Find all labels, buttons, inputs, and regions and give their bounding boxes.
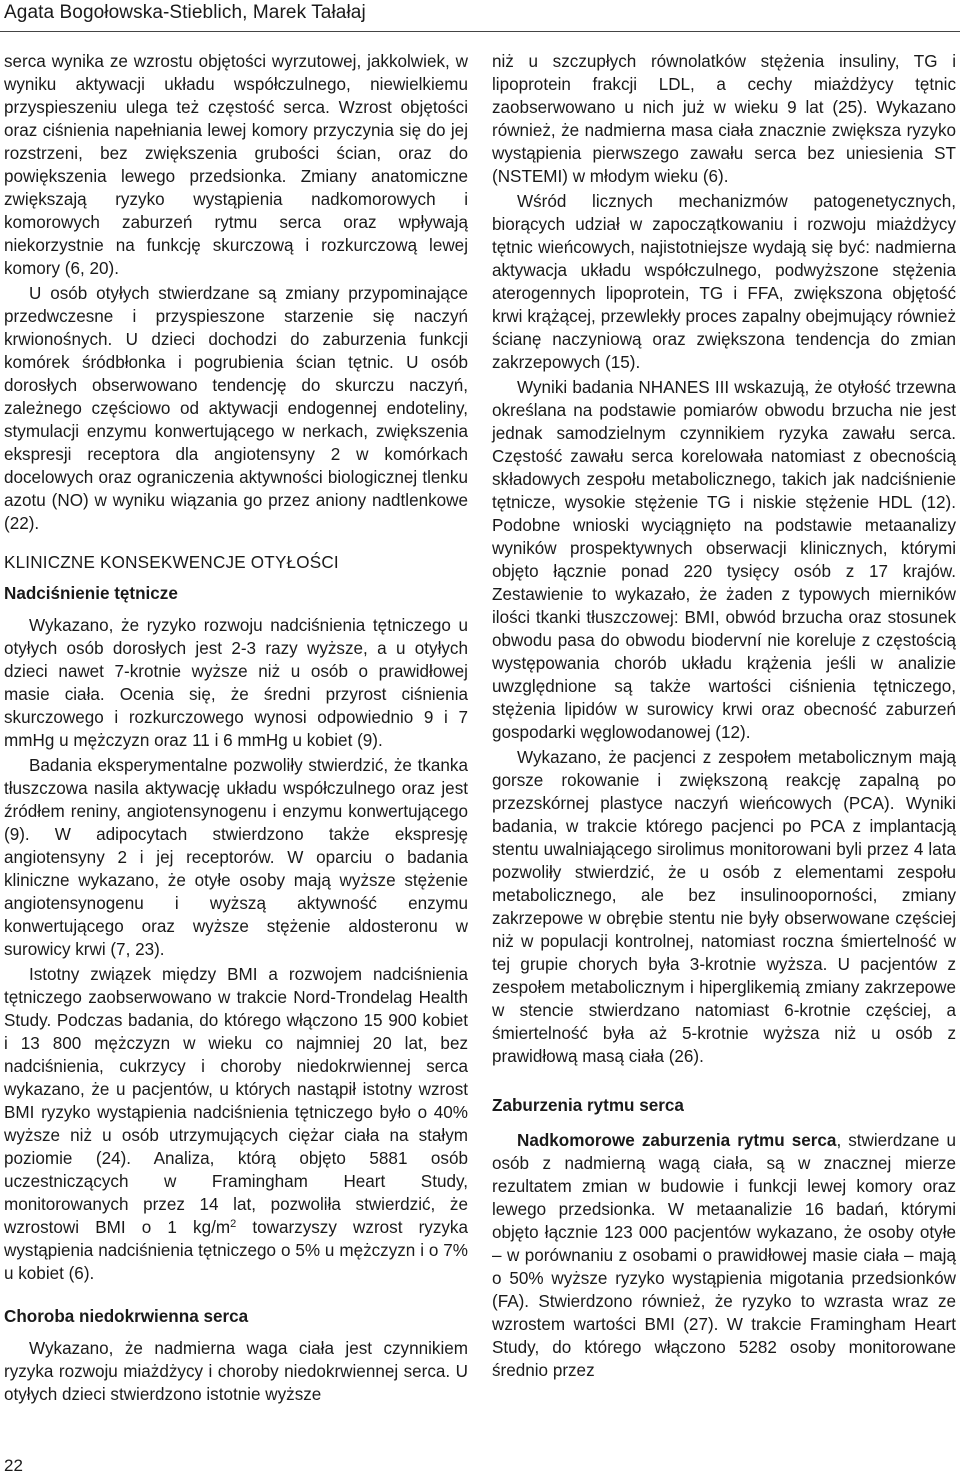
subsection-heading-hypertension: Nadciśnienie tętnicze	[4, 584, 178, 603]
paragraph: Badania eksperymentalne pozwoliły stwierdzić, że tkanka tłuszczowa nasila aktywację układu współczulnego oraz jest źródłem reniny, angiotensynogenu i enzymu konwertującego (9). W adipocytach stwierdzono także ekspresję angiotensyny 2 i jej receptorów. W oparciu o badania kliniczne wykazano, że otyłe osoby mają wyższe stężenie angiotensynogenu i wyższą aktywność enzymu konwertującego oraz wyższe stężenie aldosteronu w surowicy krwi (7, 23).	[4, 756, 468, 959]
paragraph	[492, 1129, 956, 1382]
left-column	[4, 50, 468, 1408]
paragraph-text: , stwierdzane u osób z nadmierną wagą ciała, są w znacznej mierze rezultatem zmian w budowie i funkcji lewej komory oraz lewego przedsionka. W metaanalizie 16 badań, którymi objęto łącznie 123 000 pacjentów wykazano, że osoby otyłe – w porównaniu z osobami o prawidłowej masie ciała – mają o 50% wyższe ryzyko wystąpienia migotania przedsionków (FA). Stwierdzono również, że ryzyko to wzrasta wraz ze wzrostem wartości BMI (27). W trakcie Framingham Heart Study, do którego włączono 5282 osoby monitorowane średnio przez	[492, 1131, 956, 1380]
paragraph: Wyniki badania NHANES III wskazują, że otyłość trzewna określana na podstawie pomiarów obwodu brzucha nie jest jednak samodzielnym czynnikiem ryzyka zawału serca. Częstość zawału serca korelowała natomiast z obecnością składowych zespołu metabolicznego, takich jak nadciśnienie tętnicze, wysokie stężenie TG i niskie stężenie HDL (12). Podobne wnioski wyciągnięto na podstawie metaanalizy wyników prospektywnych obserwacji klinicznych, którymi objęto łącznie ponad 220 tysięcy osób z 17 krajów. Zestawienie to wykazało, że żaden z typowych mierników ilości tkanki tłuszczowej: BMI, obwód brzucha oraz stosunek obwodu pasa do obwodu biodervní nie koreluje z częstością występowania chorób układu krążenia jeśli w analizie uwzględnione są także wartości ciśnienia tętniczego, stężenia lipidów w surowicy krwi oraz obecność zaburzeń gospodarki węglowodanowej (12).	[492, 378, 956, 742]
paragraph: Wykazano, że ryzyko rozwoju nadciśnienia tętniczego u otyłych osób dorosłych jest 2-3 razy wyższe, a u otyłych dzieci nawet 7-krotnie wyższe niż u osób o prawidłowej masie ciała. Ocenia się, że średni przyrost ciśnienia skurczowego i rozkurczowego wynosi odpowiednio 9 i 7 mmHg u mężczyzn oraz 11 i 6 mmHg u kobiet (9).	[4, 616, 468, 750]
header-divider	[0, 31, 960, 32]
subsection-heading-ischemic-heart-disease: Choroba niedokrwienna serca	[4, 1307, 249, 1326]
superscript: 2	[230, 1218, 237, 1230]
subsection-heading-arrhythmia: Zaburzenia rytmu serca	[492, 1096, 684, 1115]
paragraph-text: towarzyszy wzrost ryzyka wystąpienia nadciśnienia tętniczego o 5% u mężczyzn i o 7% u kobiet (6).	[4, 1218, 468, 1283]
paragraph: Wykazano, że pacjenci z zespołem metabolicznym mają gorsze rokowanie i zwiększoną reakcję zapalną po przezskórnej plastyce naczyń wieńcowych (PCA). Wyniki badania, w trakcie którego pacjenci po PCA z implantacją stentu uwalniającego sirolimus monitorowani byli przez 4 lata pozwoliły stwierdzić, że u osób z elementami zespołu metabolicznego, ale bez insulinooporności, zmiany zakrzepowe w obrębie stentu nie były obserwowane częściej niż w populacji kontrolnej, natomiast roczna śmiertelność w tej grupie chorych była 3-krotnie wyższa. U pacjentów z zespołem metabolicznym i hiperglikemią zmiany zakrzepowe w stencie stwierdzano natomiast 6-krotnie częściej, a śmiertelność była aż 5-krotnie wyższa niż u osób z prawidłową masą ciała (26).	[492, 748, 956, 1066]
paragraph: niż u szczupłych równolatków stężenia insuliny, TG i lipoprotein frakcji LDL, a cechy miażdżycy tętnic zaobserwowano u nich już w wieku 9 lat (25). Wykazano również, że nadmierna masa ciała znacznie zwiększa ryzyko wystąpienia pierwszego zawału serca bez uniesienia ST (NSTEMI) w młodym wieku (6).	[492, 52, 956, 186]
paragraph: serca wynika ze wzrostu objętości wyrzutowej, jakkolwiek, w wyniku aktywacji układu współczulnego, niewielkiemu przyspieszeniu ulega też częstość serca. Wzrost objętości oraz ciśnienia napełniania lewej komory przyczynia się do jej rozstrzeni, bez zwiększenia grubości ścian, oraz do powiększenia lewego przedsionka. Zmiany anatomiczne zwiększają ryzyko wystąpienia nadkomorowych i komorowych zaburzeń rytmu serca oraz wpływają niekorzystnie na funkcję skurczową i rozkurczową lewej komory (6, 20).	[4, 52, 468, 278]
paragraph	[4, 963, 468, 1285]
running-header-authors: Agata Bogołowska-Stieblich, Marek Tałałaj	[4, 2, 366, 23]
section-heading: KLINICZNE KONSEKWENCJE OTYŁOŚCI	[4, 553, 339, 572]
paragraph: U osób otyłych stwierdzane są zmiany przypominające przedwczesne i przyspieszone starzenie się naczyń krwionośnych. U dzieci dochodzi do zaburzenia funkcji komórek śródbłonka i pogrubienia ścian tętnic. U osób dorosłych obserwowano tendencję do skurczu naczyń, zależnego częściowo od aktywacji endogennej endoteliny, stymulacji enzymu konwertującego w nerkach, zwiększenia ekspresji receptora dla angiotensyny 2 w komórkach docelowych oraz ograniczenia aktywności biologicznej tlenku azotu (NO) w wyniku wiązania go przez aniony nadtlenkowe (22).	[4, 284, 468, 533]
paragraph-text: Istotny związek między BMI a rozwojem nadciśnienia tętniczego zaobserwowano w trakcie Nord-Trondelag Health Study. Podczas badania, do którego włączono 15 900 kobiet i 13 800 mężczyzn w wieku co najmniej 20 lat, bez nadciśnienia, cukrzycy i choroby niedokrwiennej serca wykazano, że u pacjentów, u których nastąpił istotny wzrost BMI ryzyko wystąpienia nadciśnienia tętniczego było o 40% wyższe niż u osób utrzymujących ciężar ciała na stałym poziomie (24). Analiza, którą objęto 5881 osób uczestniczących w Framingham Heart Study, monitorowanych przez 14 lat, pozwoliła stwierdzić, że wzrostowi BMI o 1 kg/m	[4, 965, 468, 1237]
right-column	[492, 50, 956, 1384]
paragraph-lead: Nadkomorowe zaburzenia rytmu serca	[517, 1131, 837, 1150]
page-number: 22	[4, 1456, 23, 1475]
paragraph: Wykazano, że nadmierna waga ciała jest czynnikiem ryzyka rozwoju miażdżycy i choroby niedokrwiennej serca. U otyłych dzieci stwierdzono istotnie wyższe	[4, 1339, 468, 1404]
paragraph: Wśród licznych mechanizmów patogenetycznych, biorących udział w zapoczątkowaniu i rozwoju miażdżycy tętnic wieńcowych, najistotniejsze wydają się być: nadmierna aktywacja układu współczulnego, podwyższone stężenia aterogennych lipoprotein, TG i FFA, zwiększona objętość krwi krążącej, przewlekły proces zapalny obejmujący również ścianę naczyniową oraz zwiększona tendencja do zmian zakrzepowych (15).	[492, 192, 956, 372]
